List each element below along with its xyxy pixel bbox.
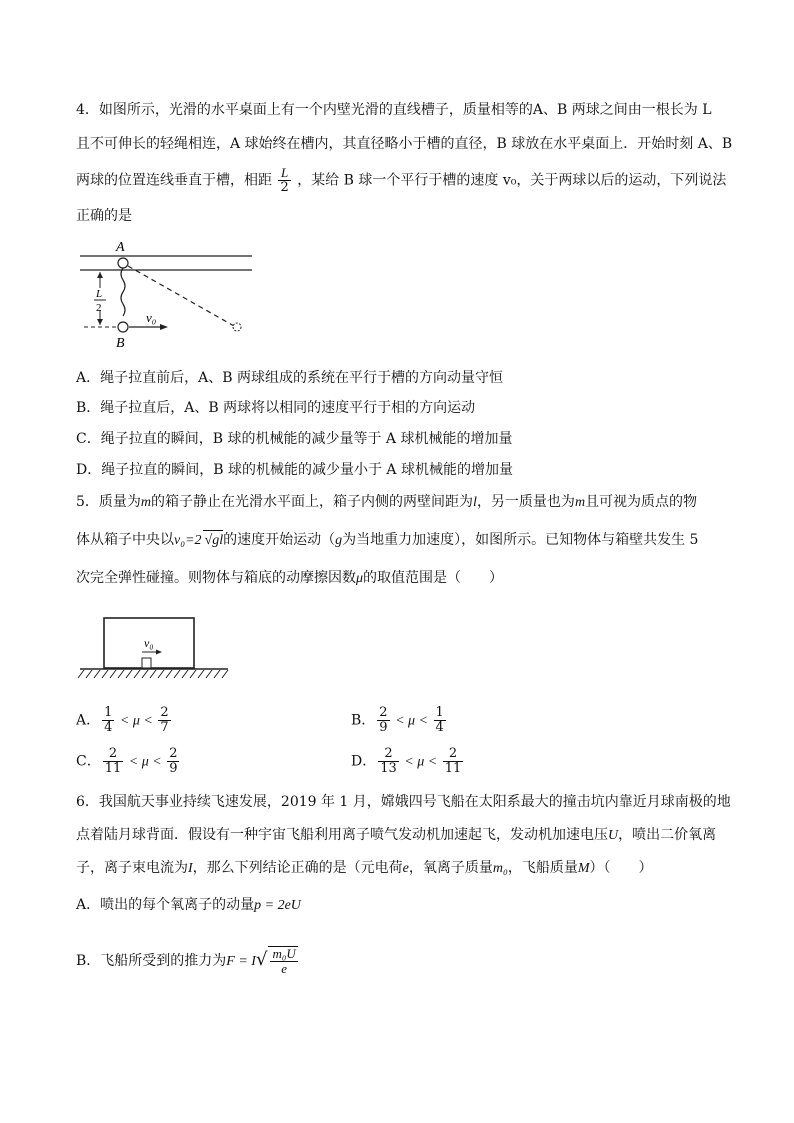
q6-line-3e: ）（ ） bbox=[589, 860, 653, 876]
den: 13 bbox=[380, 761, 397, 776]
q5-line-2 bbox=[76, 530, 698, 551]
q4-fraction-l-over-2 bbox=[278, 166, 290, 195]
q4-figure bbox=[76, 236, 256, 350]
q5-line-2b: 的速度开始运动（ bbox=[223, 532, 336, 548]
num: 2 bbox=[443, 747, 464, 762]
q5-line-1a: 5．质量为 bbox=[76, 494, 141, 510]
q5-option-c bbox=[76, 747, 181, 776]
q6-line-3 bbox=[76, 858, 653, 879]
q6-line-1: 6．我国航天事业持续飞速发展，2019 年 1 月，嫦娥四号飞船在太阳系最大的撞击坑内靠近月球南极的地 bbox=[76, 794, 731, 810]
q6-option-b bbox=[76, 946, 300, 976]
num: 2 bbox=[378, 747, 399, 762]
q5-v0: v₀=2 bbox=[174, 533, 202, 548]
num: 2 bbox=[379, 705, 388, 720]
den: 7 bbox=[160, 720, 169, 735]
q5-l: l bbox=[473, 495, 477, 510]
q5-line-3a: 次完全弹性碰撞。则物体与箱底的动摩擦因数 bbox=[76, 570, 356, 586]
q6-mass: M bbox=[577, 861, 590, 876]
q4-option-b: B．绳子拉直后，A、B 两球将以相同的速度平行于相的方向运动 bbox=[76, 400, 476, 416]
num: 1 bbox=[104, 705, 113, 720]
q6-option-b-text: B．飞船所受到的推力为 bbox=[76, 953, 227, 969]
q4-line-3 bbox=[76, 166, 726, 195]
den: 9 bbox=[379, 720, 388, 735]
q6-option-a bbox=[76, 895, 301, 916]
q6-option-b-frac bbox=[268, 946, 297, 976]
ineq: < μ < bbox=[125, 754, 166, 770]
q5-mu: μ bbox=[356, 571, 364, 586]
q6-option-a-text: A．喷出的每个氧离子的动量 bbox=[76, 897, 255, 913]
q6-line-2a: 点着陆月球背面．假设有一种宇宙飞船利用离子喷气发动机加速起飞，发动机加速电压 bbox=[76, 827, 608, 843]
q4-option-d: D．绳子拉直的瞬间，B 球的机械能的减少量小于 A 球机械能的增加量 bbox=[76, 462, 513, 478]
frac-2 bbox=[167, 747, 179, 776]
q6-line-2b: ，喷出二价氧离 bbox=[618, 827, 717, 843]
frac-1 bbox=[103, 747, 124, 776]
q5-option-b bbox=[351, 706, 448, 735]
den: 11 bbox=[104, 761, 122, 776]
q5-figure bbox=[76, 612, 232, 686]
q6-line-3c: ，氧离子质量 bbox=[408, 860, 493, 876]
q6-option-a-formula: p = 2eU bbox=[254, 898, 301, 913]
opt-prefix: C． bbox=[76, 753, 101, 770]
frac-1 bbox=[102, 706, 114, 735]
den: 4 bbox=[104, 720, 113, 735]
label-v0: v₀ bbox=[146, 310, 157, 325]
opt-prefix: D． bbox=[351, 753, 377, 770]
frac-den: 2 bbox=[280, 180, 289, 195]
q5-line-2c: 为当地重力加速度），如图所示。已知物体与箱壁共发生 5 bbox=[342, 532, 699, 548]
q6-u: U bbox=[608, 828, 619, 843]
q4-line-1: 4．如图所示，光滑的水平桌面上有一个内壁光滑的直线槽子，质量相等的A、B 两球之间由一根长为 L bbox=[76, 102, 712, 118]
q5-label-v0: v₀ bbox=[144, 636, 154, 650]
q6-i: I bbox=[188, 861, 193, 876]
q6-line-2 bbox=[76, 825, 716, 846]
q4-line-3b: ，某给 B 球一个平行于槽的速度 v₀，关于两球以后的运动，下列说法 bbox=[297, 172, 727, 189]
q6-m0: m₀ bbox=[492, 861, 508, 876]
q5-line-3 bbox=[76, 568, 503, 589]
den: 4 bbox=[435, 720, 444, 735]
q5-sqrt: √gl bbox=[203, 530, 224, 551]
q5-line-1c: ，另一质量也为 bbox=[476, 494, 575, 510]
q5-option-d bbox=[351, 747, 465, 776]
ineq: < μ < bbox=[400, 754, 441, 770]
sqrt-icon: √ bbox=[255, 949, 268, 970]
frac-2 bbox=[443, 747, 464, 776]
q5-line-1 bbox=[76, 492, 697, 513]
q5-line-3b: 的取值范围是（ ） bbox=[363, 570, 504, 586]
q5-m: m bbox=[140, 495, 152, 510]
label-2: 2 bbox=[96, 302, 102, 314]
num: 2 bbox=[160, 705, 169, 720]
label-a: A bbox=[116, 240, 125, 255]
q4-option-c: C．绳子拉直的瞬间，B 球的机械能的减少量等于 A 球机械能的增加量 bbox=[76, 431, 513, 447]
q5-line-2a: 体从箱子中央以 bbox=[76, 532, 174, 548]
frac-2 bbox=[434, 706, 446, 735]
q4-option-a: A．绳子拉直前后，A、B 两球组成的系统在平行于槽的方向动量守恒 bbox=[76, 370, 503, 386]
den: 11 bbox=[444, 761, 462, 776]
q6-line-3d: ，飞船质量 bbox=[507, 860, 578, 876]
den: 9 bbox=[169, 761, 178, 776]
q5-line-1b: 的箱子静止在光滑水平面上，箱子内侧的两壁间距为 bbox=[151, 494, 474, 510]
opt-prefix: B． bbox=[351, 712, 376, 729]
frac-1 bbox=[377, 706, 389, 735]
q4-line-3a: 两球的位置连线垂直于槽，相距 bbox=[76, 172, 272, 189]
num: 2 bbox=[169, 746, 178, 761]
frac-2 bbox=[158, 706, 170, 735]
q5-line-1d: 且可视为质点的物 bbox=[585, 494, 698, 510]
q4-line-2: 且不可伸长的轻绳相连，A 球始终在槽内，其直径略小于槽的直径，B 球放在水平桌面上．开始时刻 A、B bbox=[76, 136, 733, 152]
label-l: L bbox=[96, 288, 103, 300]
num: 1 bbox=[435, 705, 444, 720]
q6-line-3a: 子，离子束电流为 bbox=[76, 860, 188, 876]
frac-num: L bbox=[278, 166, 290, 181]
label-b: B bbox=[116, 336, 125, 350]
q4-line-4: 正确的是 bbox=[76, 208, 132, 224]
ineq: < μ < bbox=[116, 713, 157, 729]
q5-g: g bbox=[335, 533, 343, 548]
ineq: < μ < bbox=[391, 713, 432, 729]
q6-e: e bbox=[402, 861, 409, 876]
opt-prefix: A． bbox=[76, 712, 101, 729]
q6-option-b-lhs: F = I bbox=[226, 954, 256, 969]
num: 2 bbox=[103, 747, 124, 762]
frac-1 bbox=[378, 747, 399, 776]
q5-m2: m bbox=[574, 495, 586, 510]
q5-option-a bbox=[76, 706, 173, 735]
den: e bbox=[281, 961, 287, 976]
q5-sqrt-content: gl bbox=[212, 533, 224, 548]
q6-line-3b: ，那么下列结论正确的是（元电荷 bbox=[192, 860, 403, 876]
num: m₀U bbox=[272, 946, 296, 961]
